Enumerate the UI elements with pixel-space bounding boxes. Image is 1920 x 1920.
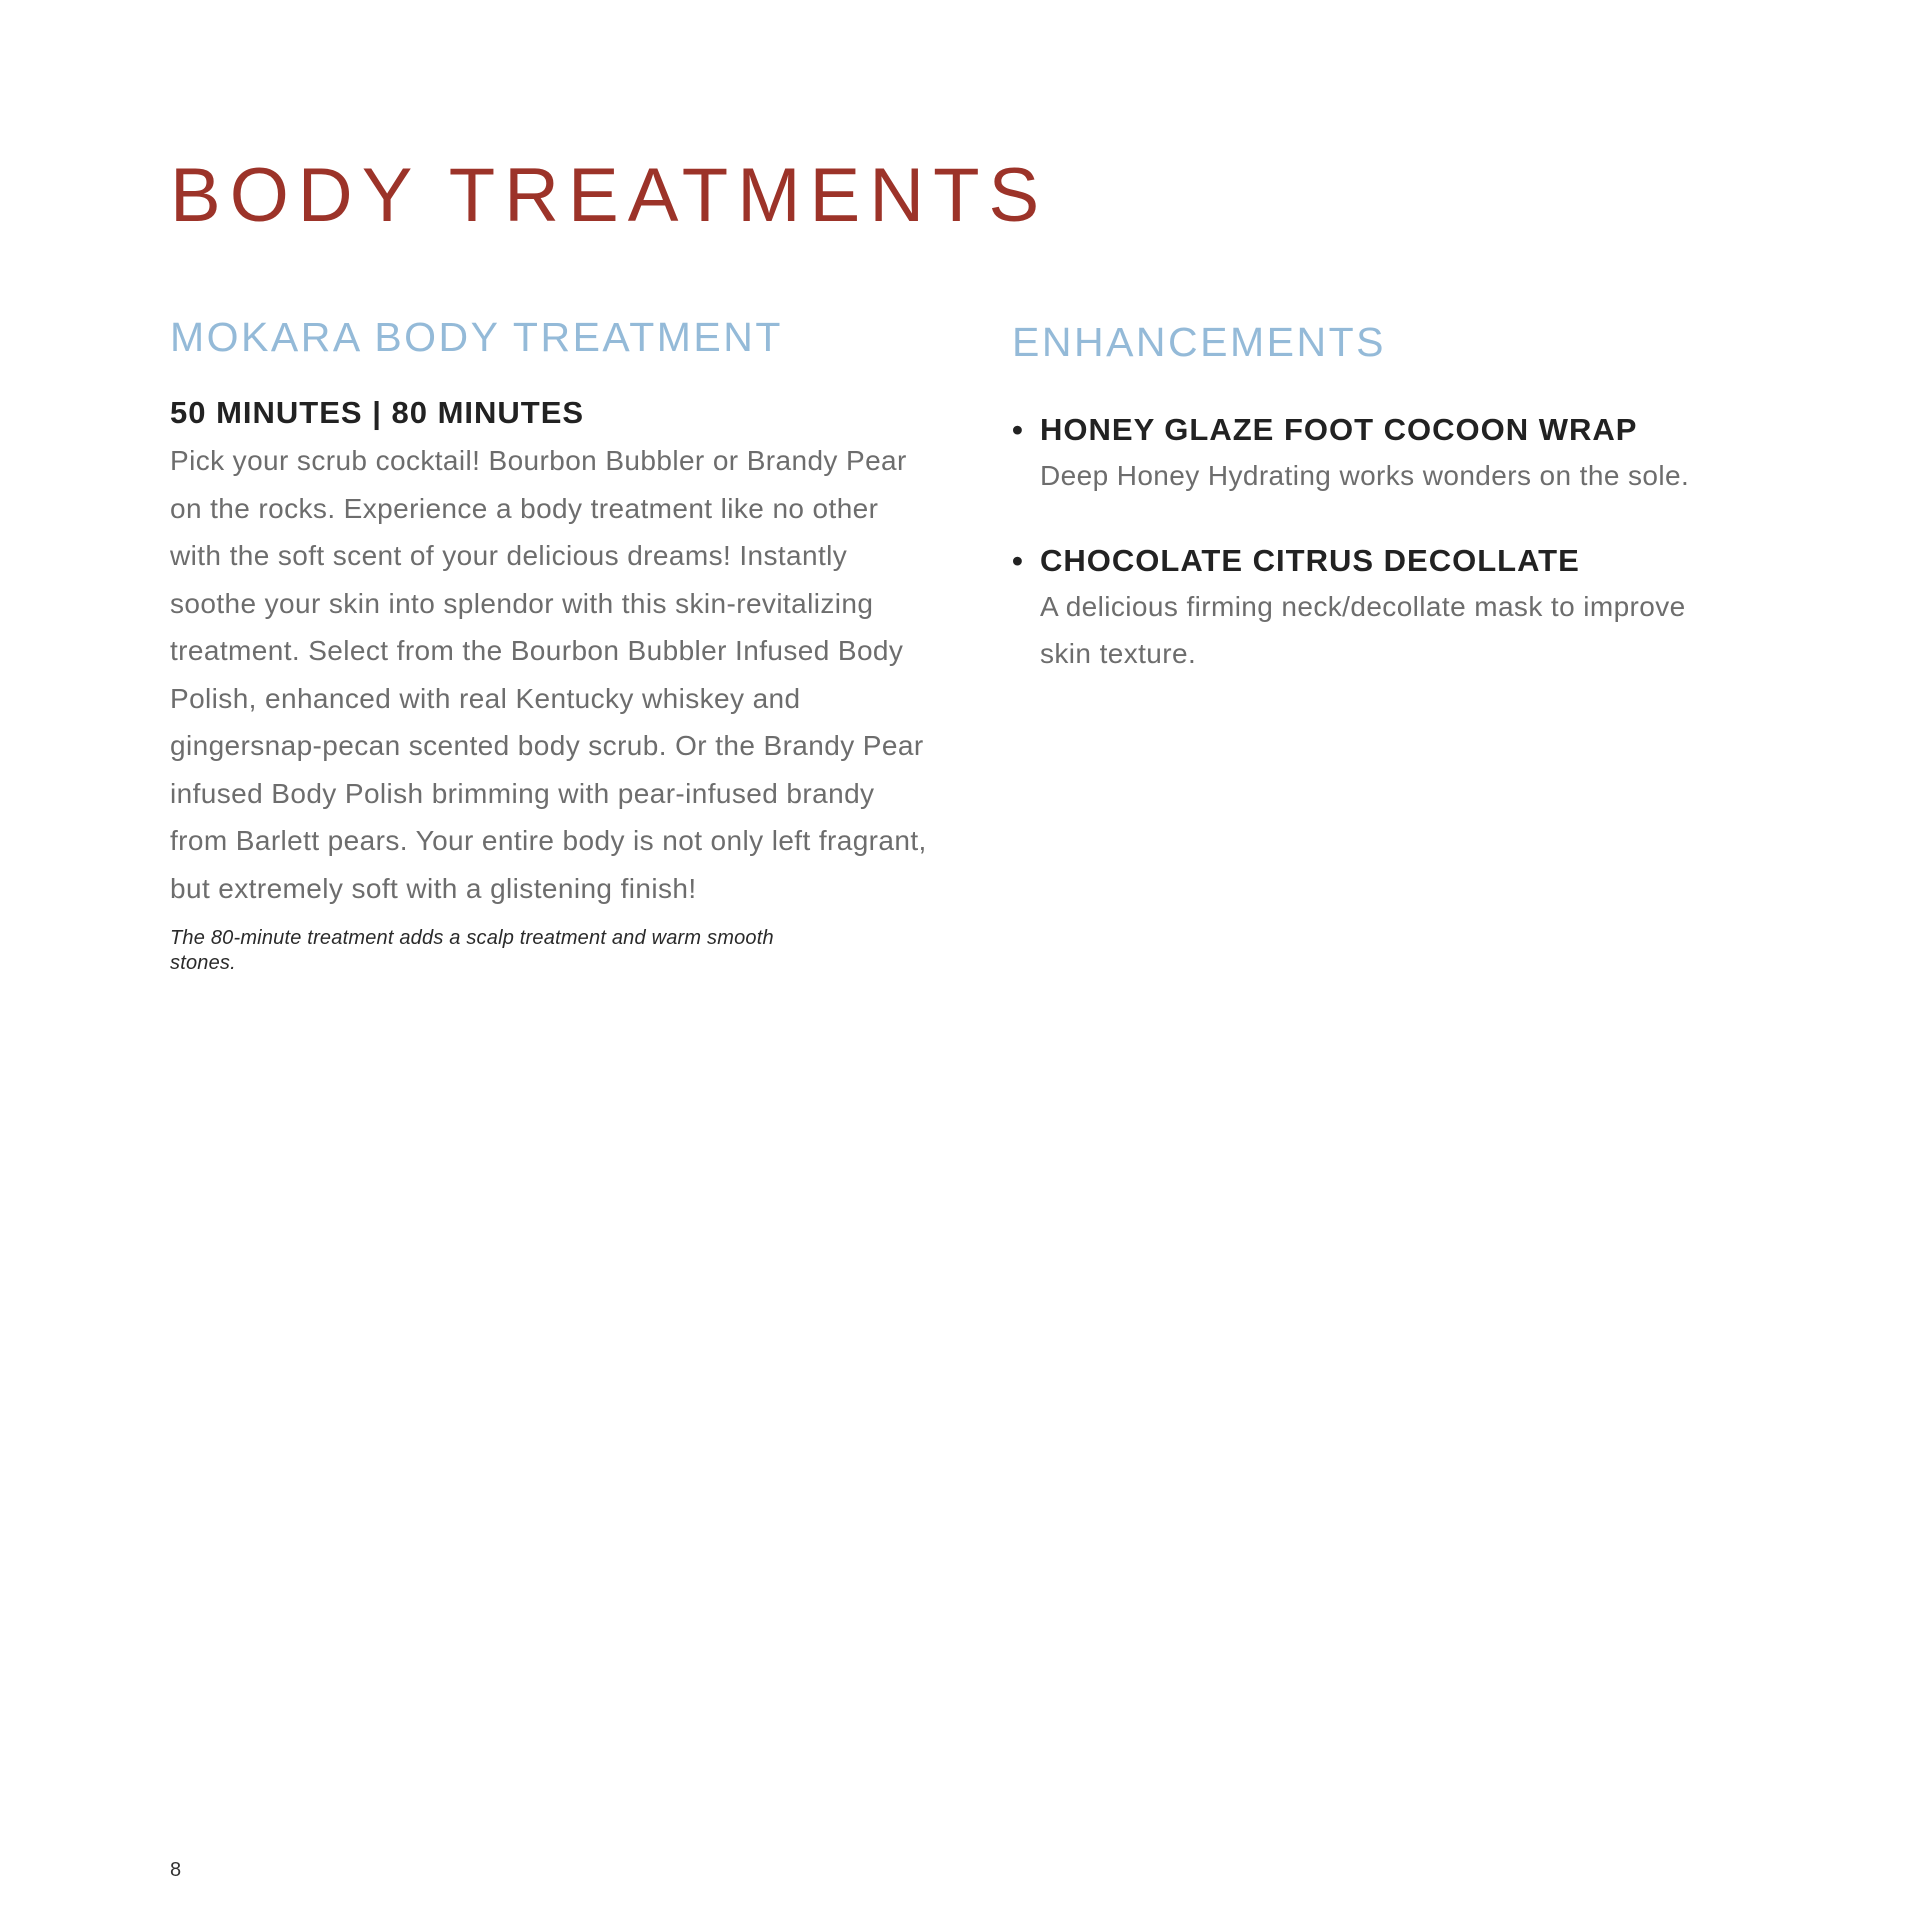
enhancement-description: A delicious firming neck/decollate mask to improve skin texture. — [1040, 590, 1686, 670]
treatment-footnote: The 80-minute treatment adds a scalp treatment and warm smooth stones. — [170, 927, 774, 975]
treatment-duration: 50 MINUTES | 80 MINUTES — [170, 395, 585, 431]
enhancements-section — [1012, 320, 1772, 720]
bullet-icon: • — [1012, 412, 1024, 448]
treatment-description: Pick your scrub cocktail! Bourbon Bubbler or Brandy Pear on the rocks. Experience a body treatment like no other with the soft scent of your delicious dreams! Instantly soothe your skin into splendor with this skin-revitalizing treatment. Select from the Bourbon Bubbler Infused Body Polish, enhanced with real Kentucky whiskey and gingersnap-pecan scented body scrub. Or the Brandy Pear infused Body Polish brimming with pear-infused brandy from Barlett pears. Your entire body is not only left fragrant, but extremely soft with a glistening finish! — [170, 445, 927, 904]
enhancement-title — [1012, 411, 1772, 448]
enhancement-title-text: HONEY GLAZE FOOT COCOON WRAP — [1040, 412, 1638, 448]
treatment-heading: MOKARA BODY TREATMENT — [170, 314, 783, 360]
list-item — [1012, 542, 1772, 678]
enhancement-title-text: CHOCOLATE CITRUS DECOLLATE — [1040, 542, 1580, 578]
page-number: 8 — [170, 1859, 182, 1881]
enhancement-title — [1012, 542, 1772, 579]
enhancements-heading: ENHANCEMENTS — [1012, 319, 1386, 365]
enhancements-list — [1012, 411, 1772, 678]
treatment-section — [170, 315, 930, 976]
page-title: BODY TREATMENTS — [170, 153, 1049, 238]
enhancement-description: Deep Honey Hydrating works wonders on the sole. — [1040, 460, 1690, 492]
bullet-icon: • — [1012, 542, 1024, 578]
list-item — [1012, 411, 1772, 500]
